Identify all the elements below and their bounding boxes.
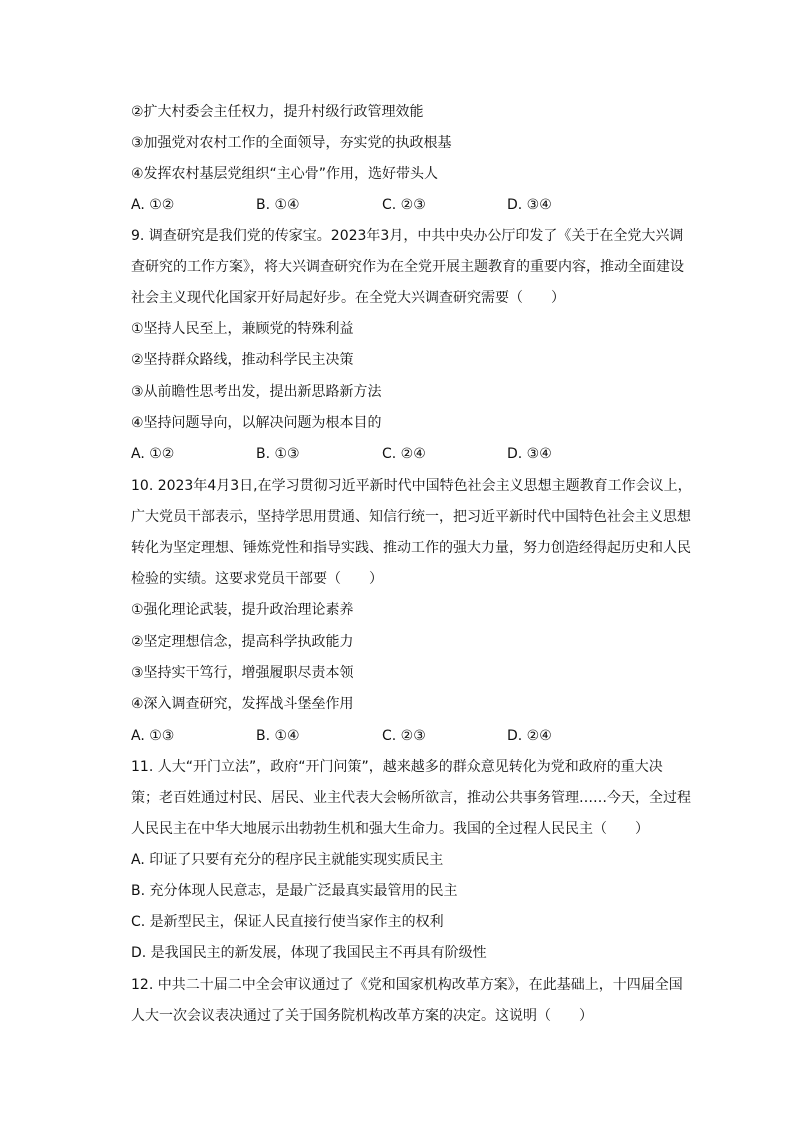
q11-choice-a: A. 印证了只要有充分的程序民主就能实现实质民主 (131, 852, 444, 868)
q8-item-4: ④发挥农村基层党组织“主心骨”作用，选好带头人 (131, 166, 439, 182)
q11-stem-line-3: 人民民主在中华大地展示出勃勃生机和强大生命力。我国的全过程人民民主（ ） (131, 821, 649, 837)
q9-option-c: C. ②④ (382, 446, 426, 462)
q10-option-d: D. ②④ (507, 728, 552, 744)
q9-option-a: A. ①② (131, 446, 175, 462)
q10-stem-line-3: 转化为坚定理想、锤炼党性和指导实践、推动工作的强大力量，努力创造经得起历史和人民 (131, 540, 691, 556)
q9-item-1: ①坚持人民至上，兼顾党的特殊利益 (131, 321, 354, 337)
q9-item-2: ②坚持群众路线，推动科学民主决策 (131, 352, 354, 368)
q12-stem-line-1: 12. 中共二十届二中全会审议通过了《党和国家机构改革方案》，在此基础上，十四届全国 (131, 977, 683, 993)
q10-stem-line-4: 检验的实绩。这要求党员干部要（ ） (131, 571, 383, 587)
q11-stem-line-1: 11. 人大“开门立法”，政府“开门问策”，越来越多的群众意见转化为党和政府的重大决 (131, 759, 663, 775)
q12-stem-line-2: 人大一次会议表决通过了关于国务院机构改革方案的决定。这说明（ ） (131, 1008, 593, 1024)
q10-item-2: ②坚定理想信念，提高科学执政能力 (131, 634, 354, 650)
q8-item-2: ②扩大村委会主任权力，提升村级行政管理效能 (131, 104, 424, 120)
q10-options (131, 726, 691, 746)
q9-stem-line-1: 9. 调查研究是我们党的传家宝。2023年3月，中共中央办公厅印发了《关于在全党大兴调 (131, 228, 684, 244)
q9-stem-line-3: 社会主义现代化国家开好局起好步。在全党大兴调查研究需要（ ） (131, 290, 565, 306)
q11-choice-b: B. 充分体现人民意志，是最广泛最真实最管用的民主 (131, 883, 458, 899)
q9-item-3: ③从前瞻性思考出发，提出新思路新方法 (131, 384, 382, 400)
q9-option-d: D. ③④ (507, 446, 552, 462)
q10-item-3: ③坚持实干笃行，增强履职尽责本领 (131, 665, 354, 681)
q11-choice-d: D. 是我国民主的新发展，体现了我国民主不再具有阶级性 (131, 945, 487, 961)
q8-option-d: D. ③④ (507, 197, 552, 213)
q11-stem-line-2: 策；老百姓通过村民、居民、业主代表大会畅所欲言，推动公共事务管理……今天，全过程 (131, 790, 691, 806)
q9-stem-line-2: 查研究的工作方案》，将大兴调查研究作为在全党开展主题教育的重要内容，推动全面建设 (131, 259, 684, 275)
q10-stem-line-2: 广大党员干部表示，坚持学思用贯通、知信行统一，把习近平新时代中国特色社会主义思想 (131, 509, 691, 525)
q10-option-c: C. ②③ (382, 728, 426, 744)
q8-option-a: A. ①② (131, 197, 175, 213)
q11-choice-c: C. 是新型民主，保证人民直接行使当家作主的权利 (131, 914, 444, 930)
q10-option-a: A. ①③ (131, 728, 175, 744)
q8-item-3: ③加强党对农村工作的全面领导，夯实党的执政根基 (131, 135, 452, 151)
q8-option-c: C. ②③ (382, 197, 426, 213)
q8-option-b: B. ①④ (256, 197, 300, 213)
q9-item-4: ④坚持问题导向，以解决问题为根本目的 (131, 415, 382, 431)
q9-options (131, 444, 691, 464)
q10-option-b: B. ①④ (256, 728, 300, 744)
q10-stem-line-1: 10. 2023年4月3日,在学习贯彻习近平新时代中国特色社会主义思想主题教育工作会议上， (131, 478, 692, 494)
q8-options (131, 195, 691, 215)
q10-item-1: ①强化理论武装，提升政治理论素养 (131, 602, 354, 618)
q10-item-4: ④深入调查研究，发挥战斗堡垒作用 (131, 696, 354, 712)
q9-option-b: B. ①③ (256, 446, 300, 462)
